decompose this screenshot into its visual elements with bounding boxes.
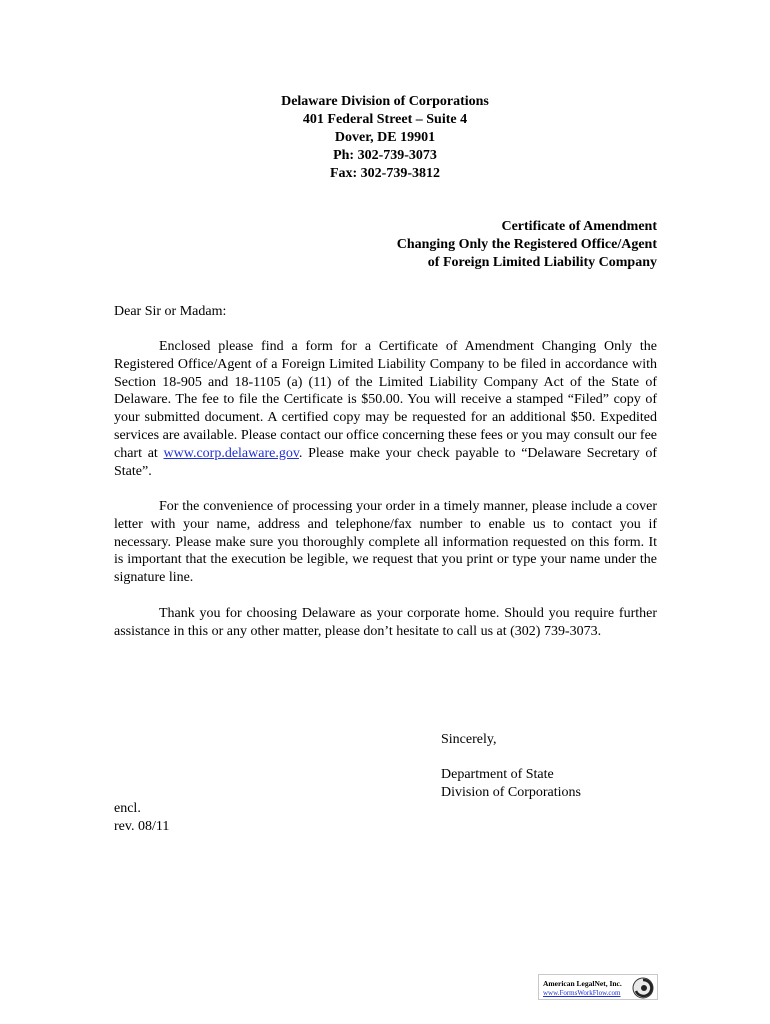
signature-dept: Department of State bbox=[441, 767, 554, 782]
sender-street: 401 Federal Street – Suite 4 bbox=[302, 112, 468, 127]
sender-name: Delaware Division of Corporations bbox=[281, 94, 489, 109]
p3-text: Thank you for choosing Delaware as your corporate home. Should you require further assistance in this or any other matter, please don’t hesitate to call us at (302) 739-3073. bbox=[114, 606, 657, 639]
valediction: Sincerely, bbox=[441, 732, 497, 747]
body-paragraph-3 bbox=[114, 605, 657, 641]
sender-city: Dover, DE 19901 bbox=[334, 130, 436, 145]
footer-company: American LegalNet, Inc. bbox=[543, 979, 622, 988]
subject-line-2: Changing Only the Registered Office/Agent bbox=[396, 237, 657, 252]
body-paragraph-2 bbox=[114, 498, 657, 587]
subject-block bbox=[397, 218, 657, 272]
sender-phone: Ph: 302-739-3073 bbox=[333, 148, 437, 163]
p1-text-end: . Please make your check payable to “Delaware Secretary of State”. bbox=[114, 445, 657, 479]
footer-url[interactable]: www.FormsWorkFlow.com bbox=[543, 989, 621, 997]
logo-swirl-icon bbox=[632, 977, 654, 999]
p1-text: Enclosed please find a form for a Certificate of Amendment Changing Only the Registered Office/Agent of a Foreign Limited Liability Company to be filed in accordance with Section 18-905 and 18-1105 (a) (11) of the Limited Liability Company Act of the State of Delaware. The fee to file the Certificate is $50.00. You will receive a stamped “Filed” copy of your submitted document. A certified copy may be requested for an additional $50. Expedited services are available. Please contact our office concerning these fees or you may consult our fee chart at bbox=[114, 339, 657, 461]
enclosure-block bbox=[114, 800, 169, 836]
p2-text: For the convenience of processing your order in a timely manner, please include a cover letter with your name, address and telephone/fax number to enable us to contact you if necessary. Please make sure you thoroughly complete all information requested on this form. It is important that the execution be legible, we request that you print or type your name under the signature line. bbox=[114, 499, 657, 586]
sender-fax: Fax: 302-739-3812 bbox=[329, 166, 441, 181]
signature-division: Division of Corporations bbox=[441, 785, 581, 800]
salutation: Dear Sir or Madam: bbox=[114, 304, 227, 319]
signature-block bbox=[441, 766, 581, 802]
body-paragraph-1 bbox=[114, 338, 657, 480]
subject-line-3: of Foreign Limited Liability Company bbox=[427, 255, 657, 270]
subject-line-1: Certificate of Amendment bbox=[501, 219, 657, 234]
footer-logo bbox=[538, 974, 658, 1000]
website-link[interactable]: www.corp.delaware.gov bbox=[163, 445, 299, 461]
revision-note: rev. 08/11 bbox=[114, 819, 170, 834]
enclosure-note: encl. bbox=[114, 801, 141, 816]
sender-address bbox=[0, 93, 770, 183]
